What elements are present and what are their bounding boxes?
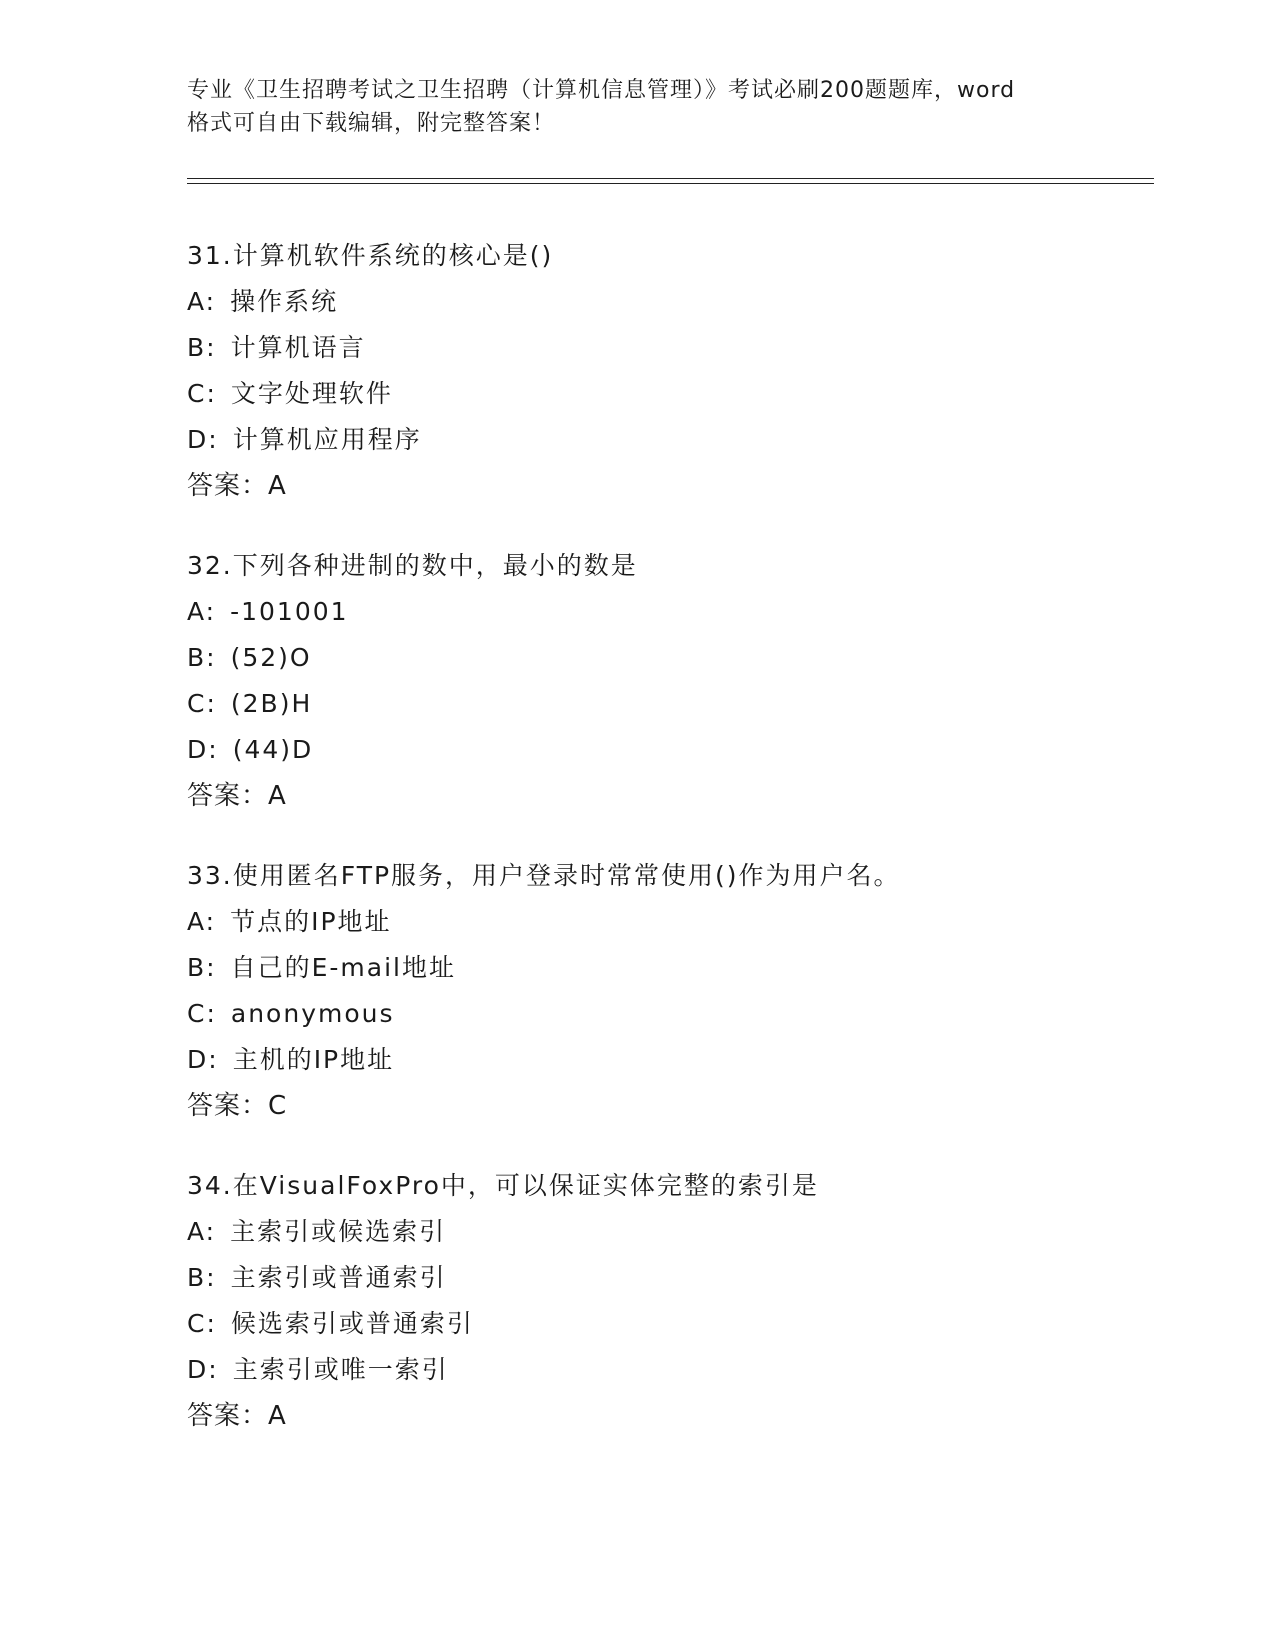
option-a [187, 279, 1147, 325]
option-letter: A: [187, 597, 217, 626]
option-c [187, 1301, 1147, 1347]
answer-line: 答案：C [187, 1091, 288, 1121]
option-text: 自己的E-mail地址 [230, 953, 456, 982]
option-letter: C: [187, 1309, 217, 1338]
answer-line: 答案：A [187, 781, 287, 811]
option-text: 主索引或普通索引 [230, 1263, 447, 1292]
option-text: (52)O [230, 643, 312, 672]
option-letter: D: [187, 1355, 219, 1384]
option-d [187, 1037, 1147, 1083]
option-letter: B: [187, 333, 217, 362]
option-letter: B: [187, 643, 217, 672]
document-header [187, 74, 1087, 140]
header-line-1: 专业《卫生招聘考试之卫生招聘（计算机信息管理）》考试必刷200题题库，word [187, 78, 1016, 103]
header-divider-bottom [187, 183, 1154, 184]
option-text: anonymous [230, 999, 395, 1028]
option-c [187, 371, 1147, 417]
option-d [187, 1347, 1147, 1393]
question-31 [187, 233, 1147, 509]
question-stem: 34.在VisualFoxPro中，可以保证实体完整的索引是 [187, 1171, 819, 1200]
option-text: 主索引或候选索引 [230, 1217, 447, 1246]
option-a [187, 1209, 1147, 1255]
question-stem: 33.使用匿名FTP服务，用户登录时常常使用()作为用户名。 [187, 861, 901, 890]
option-text: 节点的IP地址 [230, 907, 392, 936]
option-text: 计算机应用程序 [232, 425, 422, 454]
option-letter: C: [187, 689, 217, 718]
option-text: 计算机语言 [230, 333, 366, 362]
option-b [187, 1255, 1147, 1301]
option-letter: A: [187, 1217, 217, 1246]
option-text: 文字处理软件 [230, 379, 393, 408]
question-list [187, 233, 1147, 1473]
option-letter: D: [187, 1045, 219, 1074]
option-text: 操作系统 [230, 287, 339, 316]
answer-line: 答案：A [187, 1401, 287, 1431]
option-text: 主索引或唯一索引 [232, 1355, 449, 1384]
option-b [187, 635, 1147, 681]
option-text: (2B)H [230, 689, 313, 718]
option-a [187, 589, 1147, 635]
option-letter: C: [187, 999, 217, 1028]
option-b [187, 325, 1147, 371]
option-letter: B: [187, 1263, 217, 1292]
option-letter: A: [187, 287, 217, 316]
option-d [187, 417, 1147, 463]
option-letter: A: [187, 907, 217, 936]
question-33 [187, 853, 1147, 1129]
option-text: 主机的IP地址 [232, 1045, 395, 1074]
question-stem: 32.下列各种进制的数中，最小的数是 [187, 551, 638, 580]
option-text: 候选索引或普通索引 [230, 1309, 474, 1338]
option-b [187, 945, 1147, 991]
option-letter: B: [187, 953, 217, 982]
question-32 [187, 543, 1147, 819]
answer-line: 答案：A [187, 471, 287, 501]
question-stem: 31.计算机软件系统的核心是() [187, 241, 554, 270]
option-c [187, 681, 1147, 727]
option-letter: D: [187, 425, 219, 454]
header-line-2: 格式可自由下载编辑，附完整答案！ [187, 111, 556, 136]
option-d [187, 727, 1147, 773]
option-a [187, 899, 1147, 945]
option-text: -101001 [230, 597, 349, 626]
option-letter: D: [187, 735, 219, 764]
option-text: (44)D [232, 735, 314, 764]
header-divider-top [187, 178, 1154, 179]
question-34 [187, 1163, 1147, 1439]
option-letter: C: [187, 379, 217, 408]
option-c [187, 991, 1147, 1037]
